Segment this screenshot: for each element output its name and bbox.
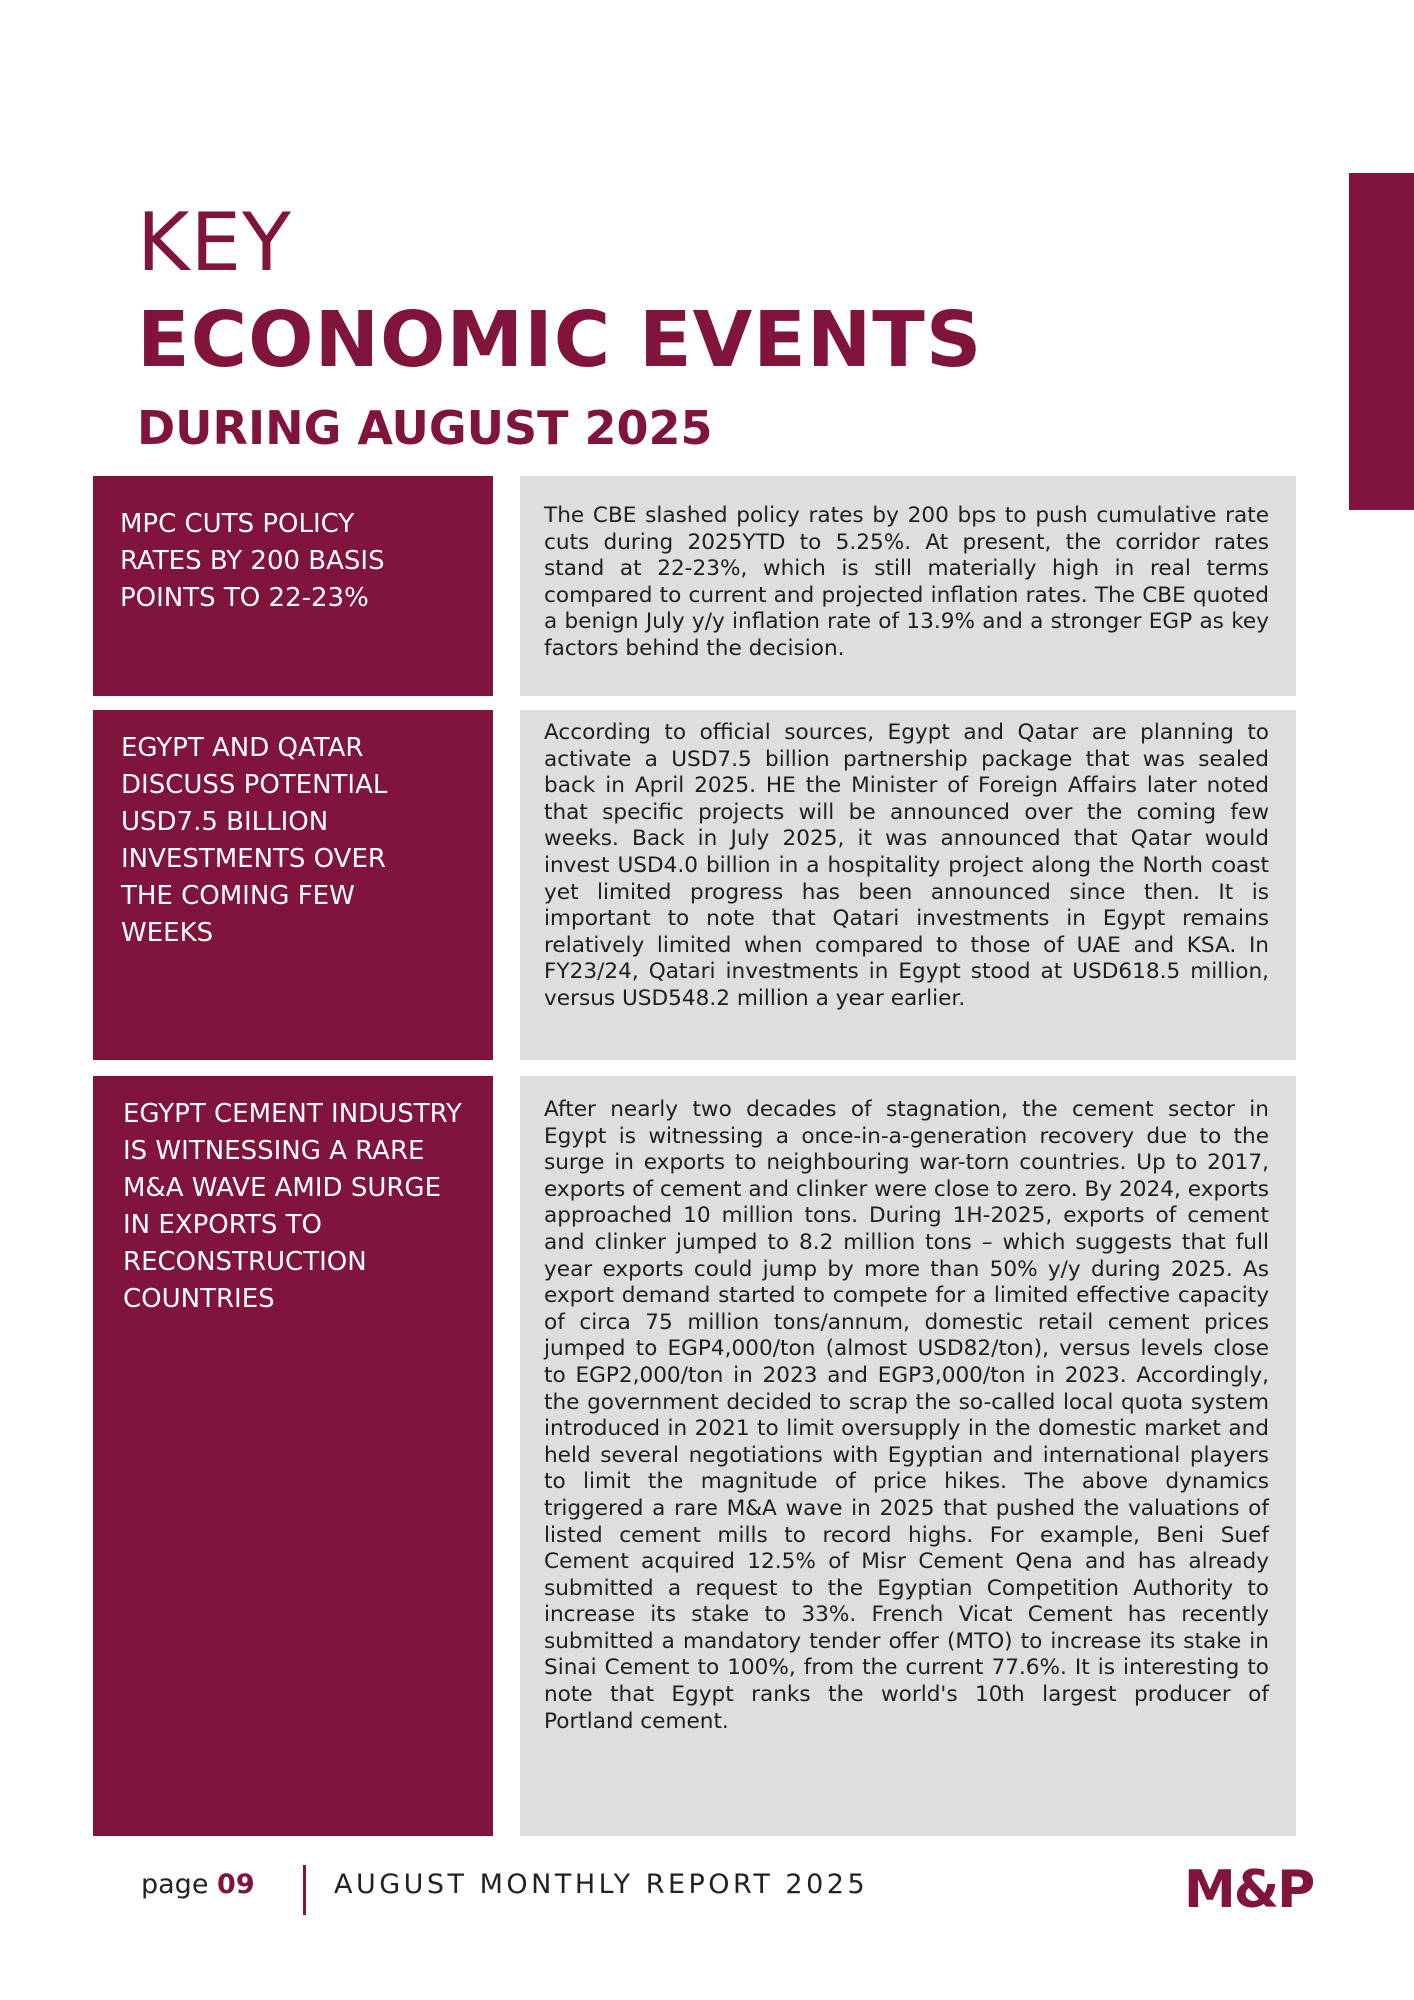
page-label: page xyxy=(141,1869,209,1900)
event-body-2: According to official sources, Egypt and Qatar are planning to activate a USD7.5 billion partnership package that was sealed back in April 2025. HE the Minister of Foreign Affairs later noted that specific projects will be announced over the coming few weeks. Back in July 2025, it was announced that Qatar would invest USD4.0 billion in a hospitality project along the North coast yet limited progress has been announced since then. It is important to note that Qatari investments in Egypt remains relatively limited when compared to those of UAE and KSA. In FY23/24, Qatari investments in Egypt stood at USD618.5 million, versus USD548.2 million a year earlier. xyxy=(544,720,1269,1011)
event-body-box-2 xyxy=(520,710,1296,1060)
page-title-main: ECONOMIC EVENTS xyxy=(137,296,983,385)
footer-divider xyxy=(303,1865,306,1915)
event-headline-2: EGYPT AND QATAR DISCUSS POTENTIAL USD7.5 BILLION INVESTMENTS OVER THE COMING FEW WEEKS xyxy=(121,733,388,948)
event-body-box-3 xyxy=(520,1076,1296,1836)
event-body-1: The CBE slashed policy rates by 200 bps to push cumulative rate cuts during 2025YTD to 5.25%. At present, the corridor rates stand at 22-23%, which is still materially high in real terms compared to current and projected inflation rates. The CBE quoted a benign July y/y inflation rate of 13.9% and a stronger EGP as key factors behind the decision. xyxy=(544,503,1269,661)
event-headline-box-3 xyxy=(93,1076,493,1836)
event-headline-1: MPC CUTS POLICY RATES BY 200 BASIS POINTS TO 22-23% xyxy=(120,509,385,613)
report-title: AUGUST MONTHLY REPORT 2025 xyxy=(334,1869,869,1900)
page-number xyxy=(141,1868,255,1902)
event-body-3: After nearly two decades of stagnation, the cement sector in Egypt is witnessing a once-in-a-generation recovery due to the surge in exports to neighbouring war-torn countries. Up to 2017, exports of cement and clinker were close to zero. By 2024, exports approached 10 million tons. During 1H-2025, exports of cement and clinker jumped to 8.2 million tons – which suggests that full year exports could jump by more than 50% y/y during 2025. As export demand started to compete for a limited effective capacity of circa 75 million tons/annum, domestic retail cement prices jumped to EGP4,000/ton (almost USD82/ton), versus levels close to EGP2,000/ton in 2023 and EGP3,000/ton in 2023. Accordingly, the government decided to scrap the so-called local quota system introduced in 2021 to limit oversupply in the domestic market and held several negotiations with Egyptian and international players to limit the magnitude of price hikes. The above dynamics triggered a rare M&A wave in 2025 that pushed the valuations of listed cement mills to record highs. For example, Beni Suef Cement acquired 12.5% of Misr Cement Qena and has already submitted a request to the Egyptian Competition Authority to increase its stake to 33%. French Vicat Cement has recently submitted a mandatory tender offer (MTO) to increase its stake in Sinai Cement to 100%, from the current 77.6%. It is interesting to note that Egypt ranks the world's 10th largest producer of Portland cement. xyxy=(544,1097,1269,1734)
page-subtitle: DURING AUGUST 2025 xyxy=(137,401,713,455)
page-title-key: KEY xyxy=(137,196,292,289)
page-number-value: 09 xyxy=(217,1869,255,1900)
company-logo: M&P xyxy=(1184,1860,1314,1920)
event-body-box-1 xyxy=(520,476,1296,696)
event-headline-box-1 xyxy=(93,476,493,696)
side-accent-tab xyxy=(1349,173,1414,510)
event-headline-box-2 xyxy=(93,710,493,1060)
event-headline-3: EGYPT CEMENT INDUSTRY IS WITNESSING A RARE M&A WAVE AMID SURGE IN EXPORTS TO RECONSTRUCTION COUNTRIES xyxy=(123,1099,462,1314)
